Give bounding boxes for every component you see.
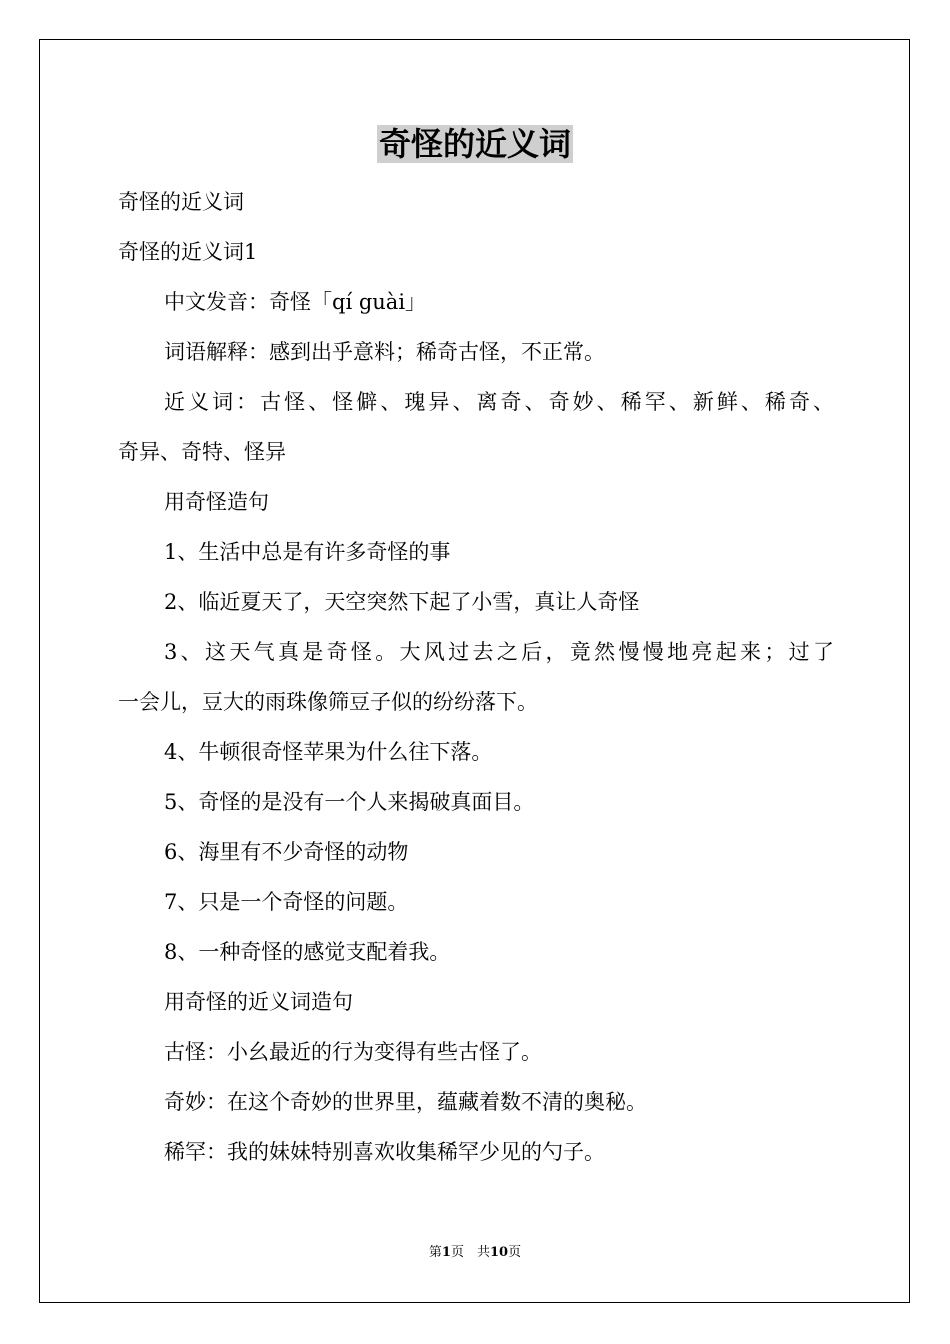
document-body bbox=[118, 177, 834, 1177]
document-title-row bbox=[0, 124, 950, 170]
paragraph-pronunciation: 中文发音：奇怪「qí guài」 bbox=[164, 290, 427, 314]
document-title: 奇怪的近义词 bbox=[378, 125, 571, 163]
page-label-suffix: 页 bbox=[508, 1245, 522, 1260]
synonym-sentence: 古怪：小幺最近的行为变得有些古怪了。 bbox=[164, 1040, 542, 1064]
sentence-item: 6、海里有不少奇怪的动物 bbox=[164, 840, 409, 864]
page-label-mid: 页 共 bbox=[450, 1245, 490, 1260]
page-current: 1 bbox=[441, 1245, 451, 1260]
paragraph-synonyms: 近义词：古怪、怪僻、瑰异、离奇、奇妙、稀罕、新鲜、稀奇、 bbox=[164, 390, 834, 414]
sentence-item: 1、生活中总是有许多奇怪的事 bbox=[164, 540, 451, 564]
page-footer bbox=[0, 1243, 950, 1263]
page-label-prefix: 第 bbox=[428, 1245, 442, 1260]
section-heading-synonym-sentences: 用奇怪的近义词造句 bbox=[164, 990, 353, 1014]
sentence-item: 5、奇怪的是没有一个人来揭破真面目。 bbox=[164, 790, 535, 814]
sentence-item: 4、牛顿很奇怪苹果为什么往下落。 bbox=[164, 740, 493, 764]
sentence-item: 8、一种奇怪的感觉支配着我。 bbox=[164, 940, 451, 964]
page-total: 10 bbox=[489, 1245, 509, 1260]
synonym-sentence: 稀罕：我的妹妹特别喜欢收集稀罕少见的勺子。 bbox=[164, 1140, 605, 1164]
sentence-item: 2、临近夏天了，天空突然下起了小雪，真让人奇怪 bbox=[164, 590, 640, 614]
section-heading-sentences: 用奇怪造句 bbox=[164, 490, 269, 514]
sentence-item: 3、这天气真是奇怪。大风过去之后，竟然慢慢地亮起来；过了 bbox=[164, 640, 834, 664]
sentence-item-cont: 一会儿，豆大的雨珠像筛豆子似的纷纷落下。 bbox=[118, 690, 538, 714]
paragraph-synonyms-cont: 奇异、奇特、怪异 bbox=[118, 440, 286, 464]
paragraph-subheading: 奇怪的近义词1 bbox=[118, 240, 258, 264]
paragraph-heading: 奇怪的近义词 bbox=[118, 190, 244, 214]
sentence-item: 7、只是一个奇怪的问题。 bbox=[164, 890, 409, 914]
synonym-sentence: 奇妙：在这个奇妙的世界里，蕴藏着数不清的奥秘。 bbox=[164, 1090, 647, 1114]
paragraph-definition: 词语解释：感到出乎意料；稀奇古怪，不正常。 bbox=[164, 340, 605, 364]
